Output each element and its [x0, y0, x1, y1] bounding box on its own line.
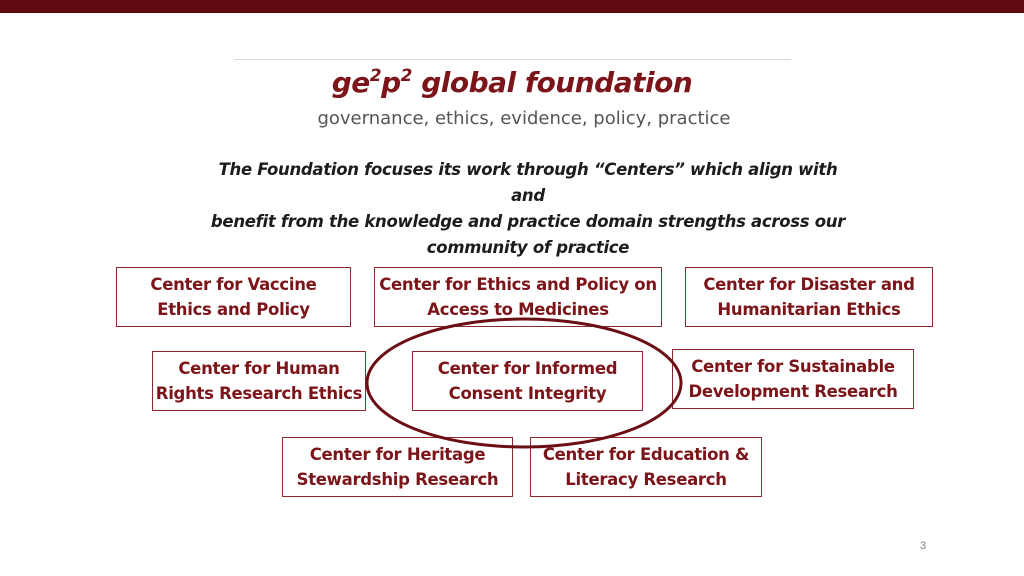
logo-text-p: p — [381, 66, 401, 99]
center-label-line: Humanitarian Ethics — [717, 300, 901, 319]
intro-line: community of practice — [426, 238, 630, 257]
center-box-informed-consent-integrity — [412, 351, 643, 411]
intro-line: The Foundation focuses its work through “Centers” which align with and — [218, 160, 838, 205]
center-box-heritage-stewardship-research — [282, 437, 513, 497]
intro-paragraph — [200, 157, 856, 261]
foundation-logo — [0, 66, 1024, 99]
center-box-human-rights-research-ethics — [152, 351, 366, 411]
center-label-line: Center for Sustainable — [691, 357, 895, 376]
center-label-line: Literacy Research — [565, 470, 727, 489]
center-label-line: Ethics and Policy — [157, 300, 310, 319]
center-label-line: Center for Ethics and Policy on — [379, 275, 657, 294]
logo-superscript-2: 2 — [400, 66, 412, 86]
center-box-sustainable-development-research — [672, 349, 914, 409]
center-box-disaster-humanitarian-ethics — [685, 267, 933, 327]
center-label-line: Center for Informed — [437, 359, 618, 378]
center-label-line: Center for Human — [178, 359, 340, 378]
center-box-vaccine-ethics — [116, 267, 351, 327]
logo-text-ge: ge — [331, 66, 370, 99]
center-label-line: Stewardship Research — [296, 470, 499, 489]
center-label-line: Center for Heritage — [309, 445, 486, 464]
tagline: governance, ethics, evidence, policy, practice — [317, 108, 731, 129]
logo-superscript-1: 2 — [369, 66, 382, 86]
center-box-access-to-medicines — [374, 267, 662, 327]
center-label-line: Consent Integrity — [448, 384, 607, 403]
intro-line: benefit from the knowledge and practice domain strengths across our — [210, 212, 846, 231]
center-label-line: Center for Vaccine — [150, 275, 317, 294]
logo-text-global-foundation: global foundation — [411, 66, 693, 99]
center-label-line: Rights Research Ethics — [155, 384, 363, 403]
header-divider — [234, 59, 791, 60]
center-label-line: Center for Disaster and — [703, 275, 915, 294]
center-box-education-literacy-research — [530, 437, 762, 497]
top-banner-bar — [0, 0, 1024, 13]
center-label-line: Development Research — [688, 382, 898, 401]
page-number: 3 — [920, 540, 927, 552]
center-label-line: Center for Education & — [542, 445, 750, 464]
center-label-line: Access to Medicines — [427, 300, 609, 319]
